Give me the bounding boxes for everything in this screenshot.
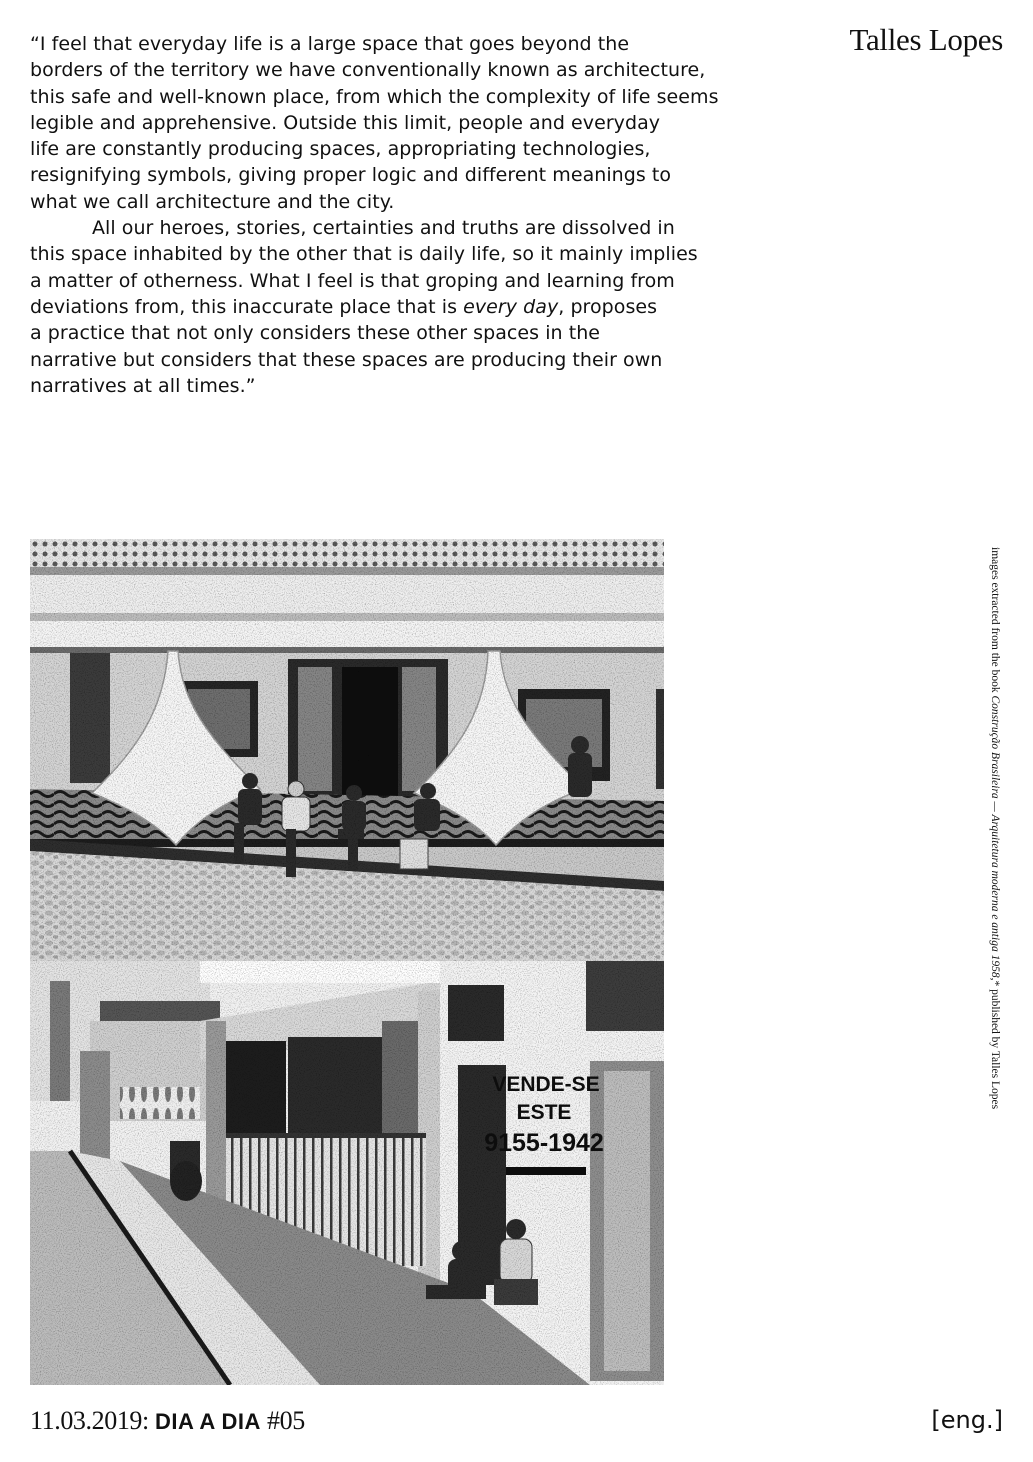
issue-label — [30, 1406, 305, 1436]
book-title: Construção Brasileira — Arquitetura moderna e antiga 1958 — [989, 695, 1001, 978]
series-name: DIA A DIA — [154, 1409, 261, 1434]
language-tag: [eng.] — [931, 1406, 1003, 1434]
quote-emphasis: every day — [463, 295, 559, 318]
credit-text: images extracted from the book — [989, 547, 1001, 696]
credit-text: ,* published by Talles Lopes — [989, 977, 1001, 1110]
quote-line: a practice that not only considers these other spaces in the — [30, 322, 601, 345]
quote-line: “I feel that everyday life is a large space that goes beyond the — [30, 33, 630, 55]
quote-line: narratives at all times.” — [30, 374, 256, 397]
quote-text: deviations from, this inaccurate place that is — [30, 295, 464, 318]
image-credit — [989, 547, 1001, 1253]
issue-number: #05 — [267, 1406, 305, 1435]
quote-line-every-day — [30, 294, 790, 320]
quote-line: legible and apprehensive. Outside this limit, people and everyday — [30, 111, 661, 134]
quote-line: All our heroes, stories, certainties and truths are dissolved in — [92, 217, 675, 240]
quote-line: what we call architecture and the city. — [30, 190, 395, 213]
quote-line: this safe and well-known place, from which the complexity of life seems — [30, 85, 719, 108]
quote-line: borders of the territory we have conventionally known as architecture, — [30, 59, 706, 82]
quote-text: , proposes — [558, 295, 658, 318]
quote-line: life are constantly producing spaces, appropriating technologies, — [30, 138, 651, 161]
quote-block — [30, 31, 790, 399]
quote-line: resignifying symbols, giving proper logic and different meanings to — [30, 164, 672, 187]
quote-line: a matter of otherness. What I feel is that groping and learning from — [30, 269, 675, 292]
street-photo — [30, 961, 664, 1385]
storefront-photo — [30, 539, 664, 961]
sign-line: 9155-1942 — [484, 1129, 604, 1157]
sign-line: ESTE — [516, 1101, 572, 1124]
author-name: Talles Lopes — [849, 22, 1003, 57]
issue-date: 11.03.2019: — [30, 1406, 149, 1435]
quote-line: narrative but considers that these spaces are producing their own — [30, 348, 663, 371]
quote-line: this space inhabited by the other that is daily life, so it mainly implies — [30, 243, 698, 266]
sign-line: VENDE-SE — [492, 1073, 600, 1096]
